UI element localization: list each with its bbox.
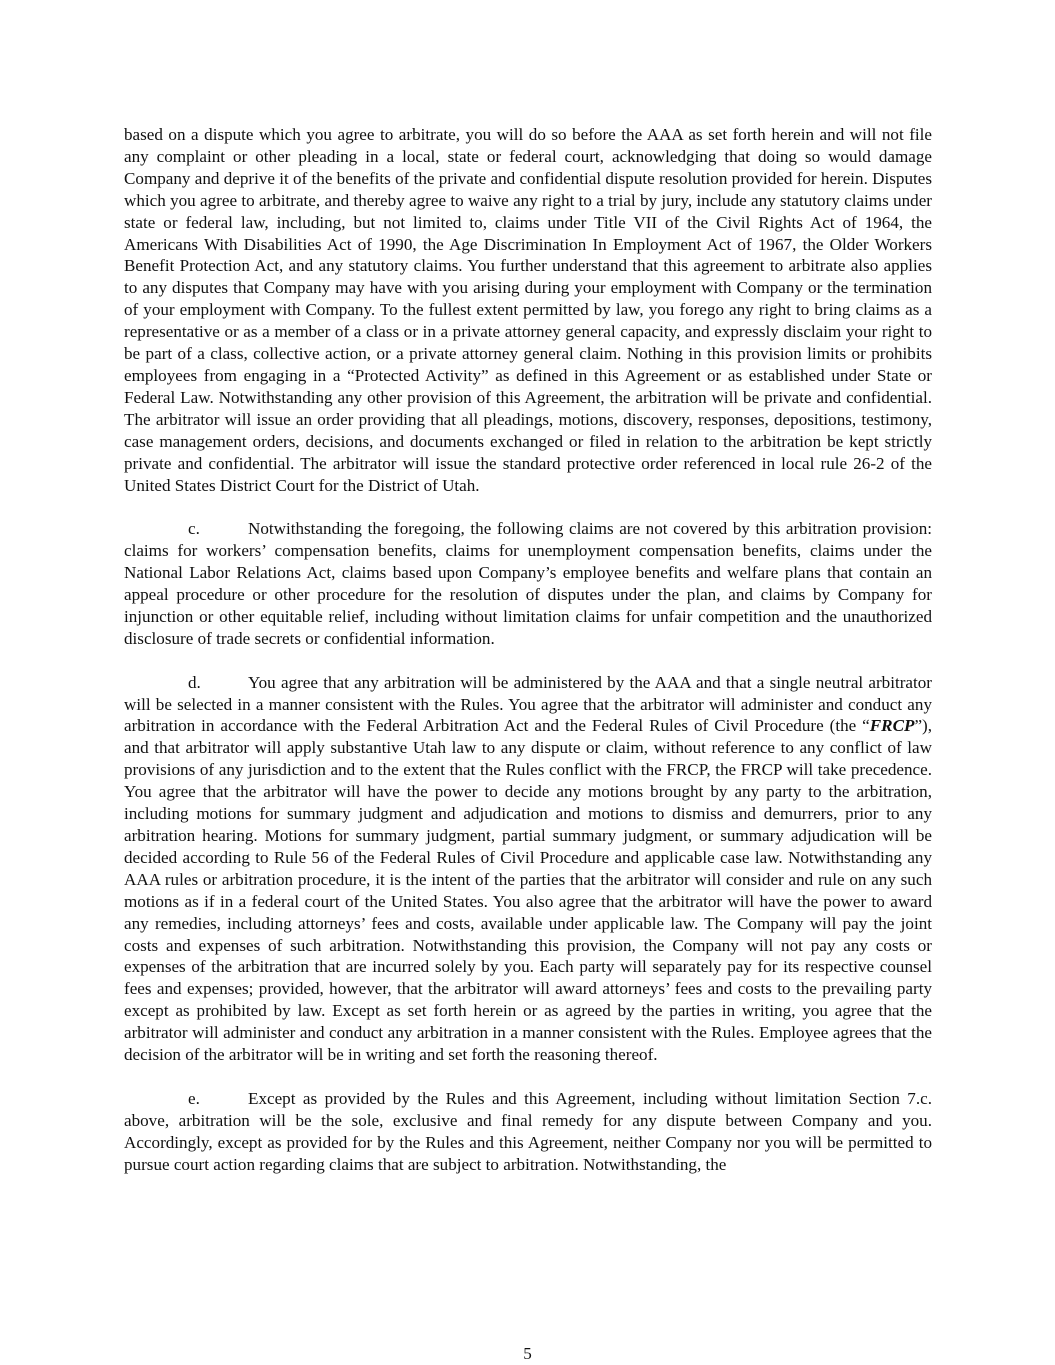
paragraph-d-text-before: You agree that any arbitration will be administered by the AAA and that a single neutral arbitrator will be selected in a manner consistent with the Rules. You agree that the arbitrator will administer and conduct any arbitration in accordance with the Federal Arbitration Act and the Federal Rules of Civil Procedure (the “: [124, 672, 932, 736]
paragraph-e-label: e.: [188, 1088, 200, 1108]
defined-term-frcp: FRCP: [869, 716, 915, 736]
page-number: 5: [523, 1344, 532, 1363]
paragraph-continued: based on a dispute which you agree to arbitrate, you will do so before the AAA as set forth herein and will not file any complaint or other pleading in a local, state or federal court, acknowledging that doing so would damage Company and deprive it of the benefits of the private and confidential dispute resolution provided for herein. Disputes which you agree to arbitrate, and thereby agree to waive any right to a trial by jury, include any statutory claims under state or federal law, including, but not limited to, claims under Title VII of the Civil Rights Act of 1964, the Americans With Disabilities Act of 1990, the Age Discrimination In Employment Act of 1967, the Older Workers Benefit Protection Act, and any statutory claims. You further understand that this agreement to arbitrate also applies to any disputes that Company may have with you arising during your employment with Company or the termination of your employment with Company. To the fullest extent permitted by law, you forego any right to bring claims as a representative or as a member of a class or in a private attorney general capacity, and expressly disclaim your right to be part of a class, collective action, or a private attorney general claim. Nothing in this provision limits or prohibits employees from engaging in a “Protected Activity” as defined in this Agreement or as established under State or Federal Law. Notwithstanding any other provision of this Agreement, the arbitration will be private and confidential. The arbitrator will issue an order providing that all pleadings, motions, discovery, responses, depositions, testimony, case management orders, decisions, and documents exchanged or filed in relation to the arbitration be kept strictly private and confidential. The arbitrator will issue the standard protective order referenced in local rule 26-2 of the United States District Court for the District of Utah.: [124, 125, 932, 495]
paragraph-d-label: d.: [188, 672, 201, 692]
paragraph-e: [124, 1088, 932, 1176]
paragraph-c-text: Notwithstanding the foregoing, the following claims are not covered by this arbitration provision: claims for workers’ compensation benefits, claims for unemployment compensation benefits, claims under the National Labor Relations Act, claims based upon Company’s employee benefits and welfare plans that contain an appeal procedure or other procedure for the resolution of disputes under the plan, and claims by Company for injunction or other equitable relief, including without limitation claims for unfair competition and the unauthorized disclosure of trade secrets or confidential information.: [124, 519, 932, 648]
paragraph-e-text: Except as provided by the Rules and this Agreement, including without limitation Section 7.c. above, arbitration will be the sole, exclusive and final remedy for any dispute between Company and you. Accordingly, except as provided for by the Rules and this Agreement, neither Company nor you will be permitted to pursue court action regarding claims that are subject to arbitration. Notwithstanding, the: [124, 1088, 932, 1174]
paragraph-d: [124, 672, 932, 1066]
document-page: [124, 124, 932, 1197]
paragraph-d-text-after: ”), and that arbitrator will apply substantive Utah law to any dispute or claim, without reference to any conflict of law provisions of any jurisdiction and to the extent that the Rules conflict with the FRCP, the FRCP will take precedence. You agree that the arbitrator will have the power to decide any motions brought by any party to the arbitration, including motions for summary judgment and adjudication and motions to dismiss and demurrers, prior to any arbitration hearing. Motions for summary judgment, partial summary judgment, or summary adjudication will be decided according to Rule 56 of the Federal Rules of Civil Procedure and applicable case law. Notwithstanding any AAA rules or arbitration procedure, it is the intent of the parties that the arbitrator will consider and rule on any such motions as if in a federal court of the United States. You also agree that the arbitrator will have the power to award any remedies, including attorneys’ fees and costs, available under applicable law. The Company will pay the joint costs and expenses of such arbitration. Notwithstanding this provision, the Company will not pay any costs or expenses of the arbitration that are incurred solely by you. Each party will separately pay for its respective counsel fees and expenses; provided, however, that the arbitrator will award attorneys’ fees and costs to the prevailing party except as prohibited by law. Except as set forth herein or as agreed by the parties in writing, you agree that the arbitrator will administer and conduct any arbitration in a manner consistent with the Rules. Employee agrees that the decision of the arbitrator will be in writing and set forth the reasoning thereof.: [124, 716, 932, 1065]
paragraph-c: [124, 518, 932, 649]
paragraph-c-label: c.: [188, 519, 200, 539]
